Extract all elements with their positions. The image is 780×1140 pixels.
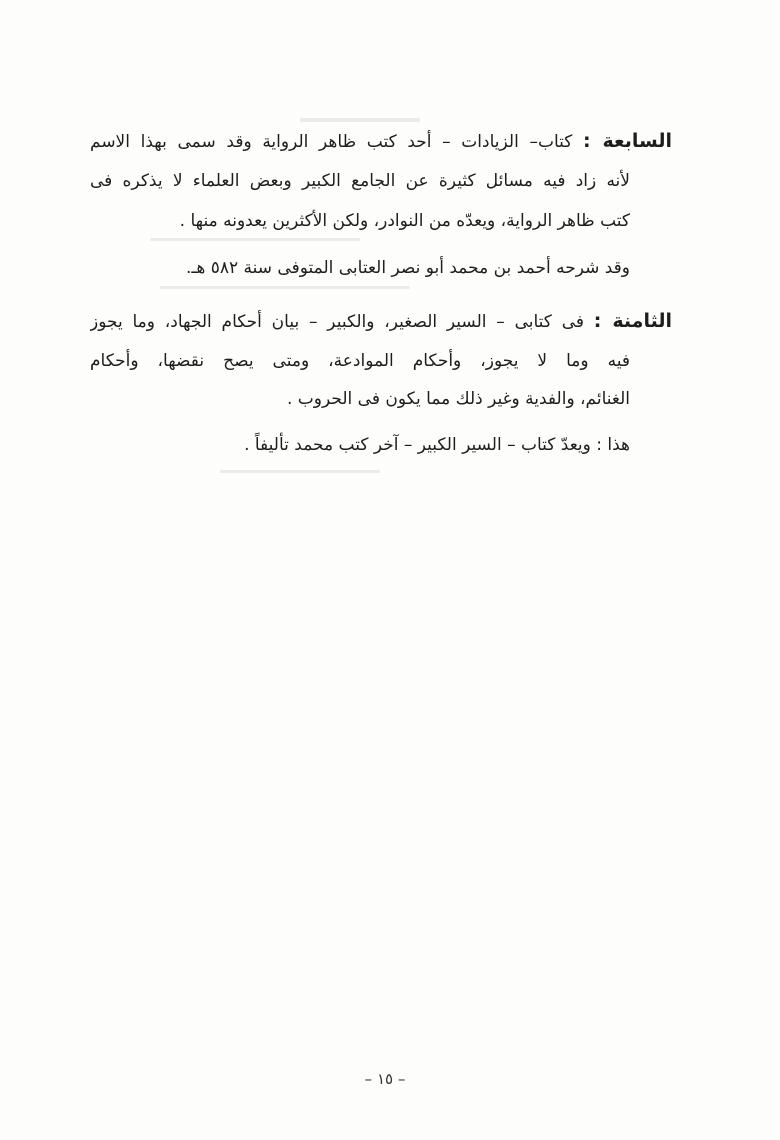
scan-speck (300, 118, 420, 122)
scan-speck (150, 238, 360, 241)
section-8-line-3 (90, 386, 630, 412)
section-7-line-1 (90, 128, 672, 154)
scan-speck (220, 470, 380, 473)
scan-speck (160, 286, 410, 289)
section-8-line-1 (90, 308, 672, 334)
section-7-text-2: لأنه زاد فيه مسائل كثيرة عن الجامع الكبير وبعض العلماء لا يذكره فى (90, 171, 630, 191)
section-7-line-2 (90, 168, 630, 194)
section-8-text-3: الغنائم، والفدية وغير ذلك مما يكون فى الحروب . (286, 389, 630, 409)
section-8-line-4 (90, 432, 630, 458)
section-8-text-2: فيه وما لا يجوز، وأحكام الموادعة، ومتى يصح نقضها، وأحكام (90, 351, 630, 371)
section-7-text-4: وقد شرحه أحمد بن محمد أبو نصر العتابى المتوفى سنة ٥٨٢ هـ. (185, 258, 630, 278)
section-8-line-2 (90, 348, 630, 374)
section-7-term: السابعة : (583, 130, 672, 152)
section-8-text-4: هذا : ويعدّ كتاب – السير الكبير – آخر كتب محمد تأليفاً . (244, 435, 630, 455)
section-8-text-1: فى كتابى – السير الصغير، والكبير – بيان أحكام الجهاد، وما يجوز (90, 312, 584, 332)
page-number: – ١٥ – (364, 1070, 406, 1088)
section-8-term: الثامنة : (593, 310, 672, 332)
section-7-text-3: كتب ظاهر الرواية، ويعدّه من النوادر، ولكن الأكثرين يعدونه منها . (179, 211, 630, 231)
section-7-line-4 (90, 255, 630, 281)
section-7-text-1: كتاب– الزيادات – أحد كتب ظاهر الرواية وقد سمى بهذا الاسم (90, 132, 573, 152)
section-7-line-3 (90, 208, 630, 234)
